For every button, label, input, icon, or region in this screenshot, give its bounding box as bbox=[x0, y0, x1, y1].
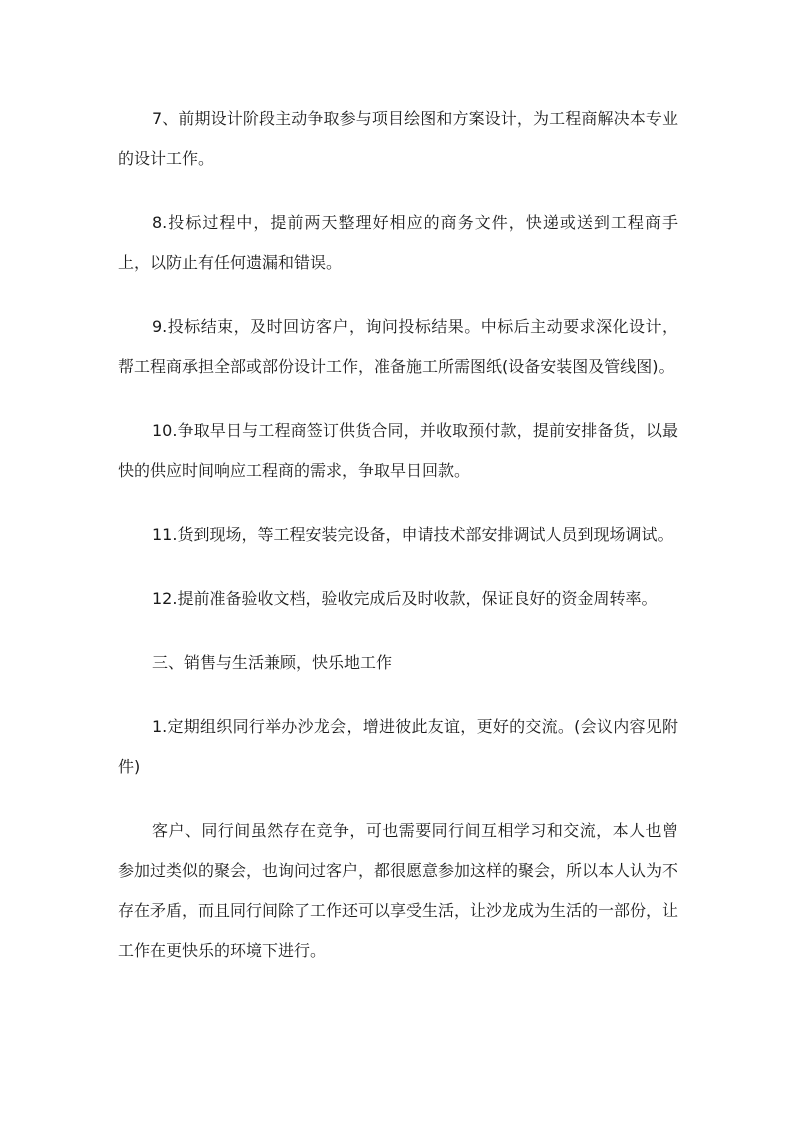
paragraph-item-8: 8.投标过程中，提前两天整理好相应的商务文件，快递或送到工程商手上，以防止有任何遗漏和错误。 bbox=[118, 213, 678, 272]
paragraph-item-9: 9.投标结束，及时回访客户，询问投标结果。中标后主动要求深化设计，帮工程商承担全部或部份设计工作，准备施工所需图纸(设备安装图及管线图)。 bbox=[118, 317, 678, 376]
paragraph-closing: 客户、同行间虽然存在竞争，可也需要同行间互相学习和交流，本人也曾参加过类似的聚会，也询问过客户，都很愿意参加这样的聚会，所以本人认为不存在矛盾，而且同行间除了工作还可以享受生活，让沙龙成为生活的一部份，让工作在更快乐的环境下进行。 bbox=[118, 821, 679, 960]
section-heading: 三、销售与生活兼顾，快乐地工作 bbox=[152, 653, 393, 672]
paragraph-item-10: 10.争取早日与工程商签订供货合同，并收取预付款，提前安排备货，以最快的供应时间响应工程商的需求，争取早日回款。 bbox=[118, 421, 678, 480]
paragraph-item-11: 11.货到现场，等工程安装完设备，申请技术部安排调试人员到现场调试。 bbox=[152, 525, 674, 544]
paragraph-item-7: 7、前期设计阶段主动争取参与项目绘图和方案设计，为工程商解决本专业的设计工作。 bbox=[118, 109, 678, 168]
paragraph-item-1: 1.定期组织同行举办沙龙会，增进彼此友谊，更好的交流。(会议内容见附件) bbox=[118, 717, 678, 776]
document-body bbox=[118, 99, 678, 995]
paragraph-item-12: 12.提前准备验收文档，验收完成后及时收款，保证良好的资金周转率。 bbox=[152, 589, 658, 608]
